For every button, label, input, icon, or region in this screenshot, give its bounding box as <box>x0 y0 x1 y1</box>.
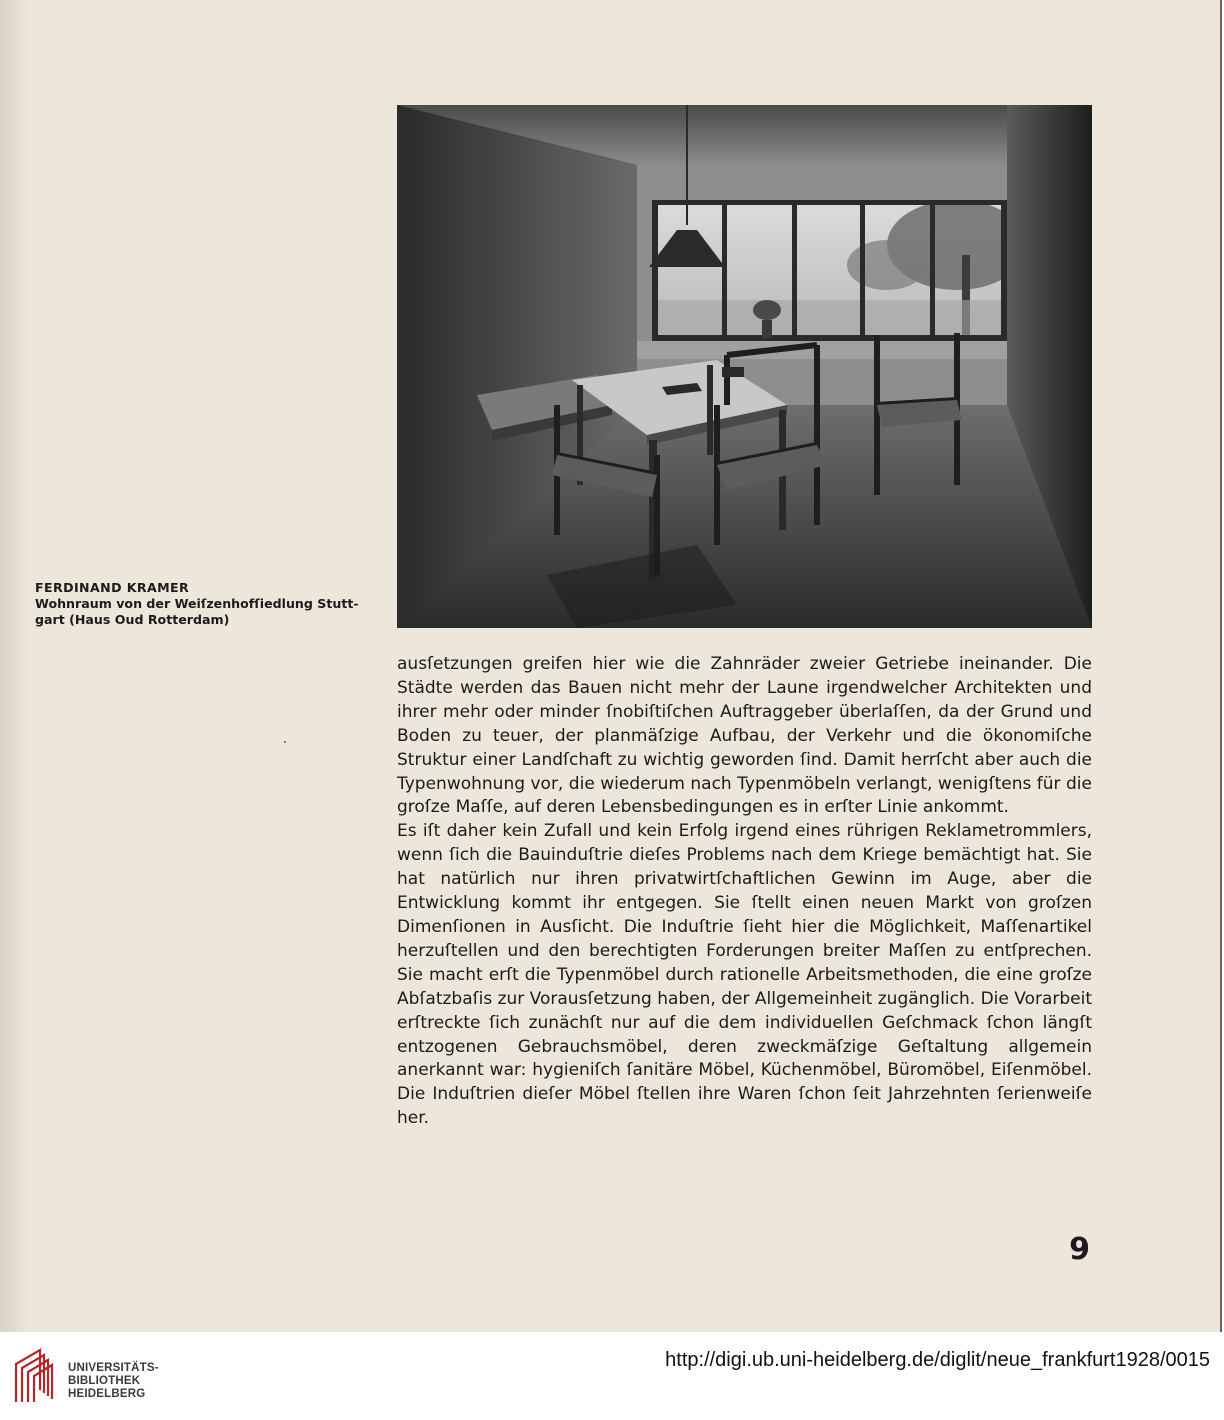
caption-line-2: gart (Haus Oud Rotterdam) <box>35 612 230 627</box>
caption-author: FERDINAND KRAMER <box>35 580 190 595</box>
interior-photo <box>397 105 1092 628</box>
library-name-line-3: HEIDELBERG <box>68 1388 146 1400</box>
library-name-line-1: UNIVERSITÄTS- <box>68 1362 159 1374</box>
library-name <box>68 1362 159 1401</box>
library-name-line-2: BIBLIOTHEK <box>68 1375 141 1387</box>
paragraph-2: Es iſt daher kein Zufall und kein Erfolg irgend eines rührigen Reklametrommlers, wenn ſich die Bauinduſtrie dieſes Problems nach dem Kriege bemächtigt hat. Sie hat natürlich nur ihren privatwirtſchaftlichen Gewinn im Auge, aber die Entwicklung kommt ihr entgegen. Sie ſtellt einen neuen Markt von groſzen Dimenſionen in Ausſicht. Die Induſtrie ſieht hier die Möglichkeit, Maſſenartikel herzuſtellen und den berechtigten Forderungen breiter Maſſen zu entſprechen. Sie macht erſt die Typenmöbel durch rationelle Arbeitsmethoden, die eine groſze Abſatzbaſis zur Vorausſetzung haben, der Allgemeinheit zugänglich. Die Vorarbeit erſtreckte ſich zunächſt nur auf die dem individuellen Geſchmack ſchon längſt entzogenen Gebrauchsmöbel, deren zweckmäſzige Geſtaltung allgemein anerkannt war: hygieniſch ſanitäre Möbel, Küchenmöbel, Büromöbel, Eiſenmöbel. Die Induſtrien dieſer Möbel ſtellen ihre Waren ſchon ſeit Jahrzehnten ſerienweiſe her. <box>397 821 1093 1129</box>
binding-shadow <box>0 0 30 1332</box>
source-url[interactable]: http://digi.ub.uni-heidelberg.de/diglit/neue_frankfurt1928/0015 <box>665 1349 1210 1371</box>
caption-line-1: Wohnraum von der Weiſzenhofſiedlung Stutt- <box>35 596 359 611</box>
viewer-footer <box>0 1332 1224 1420</box>
paper-speck <box>284 741 286 743</box>
photo-caption <box>35 580 375 628</box>
paragraph-1: ausſetzungen greifen hier wie die Zahnräder zweier Getriebe ineinander. Die Städte werden das Bauen nicht mehr der Laune irgendwelcher Architekten und ihrer mehr oder minder ſnobiſtiſchen Auftraggeber überlaſſen, da der Grund und Boden zu teuer, der planmäſzige Aufbau, der Verkehr und die ökonomiſche Struktur einer Landſchaft zu wichtig geworden ſind. Damit herrſcht aber auch die Typenwohnung vor, die wiederum nach Typenmöbeln verlangt, wenigſtens für die groſze Maſſe, auf deren Lebensbedingungen es in erſter Linie ankommt. <box>397 654 1092 818</box>
university-library-logo-icon <box>10 1346 62 1406</box>
article-body <box>397 653 1092 1131</box>
page-number: 9 <box>1069 1232 1090 1267</box>
interior-photo-icon <box>397 105 1092 628</box>
